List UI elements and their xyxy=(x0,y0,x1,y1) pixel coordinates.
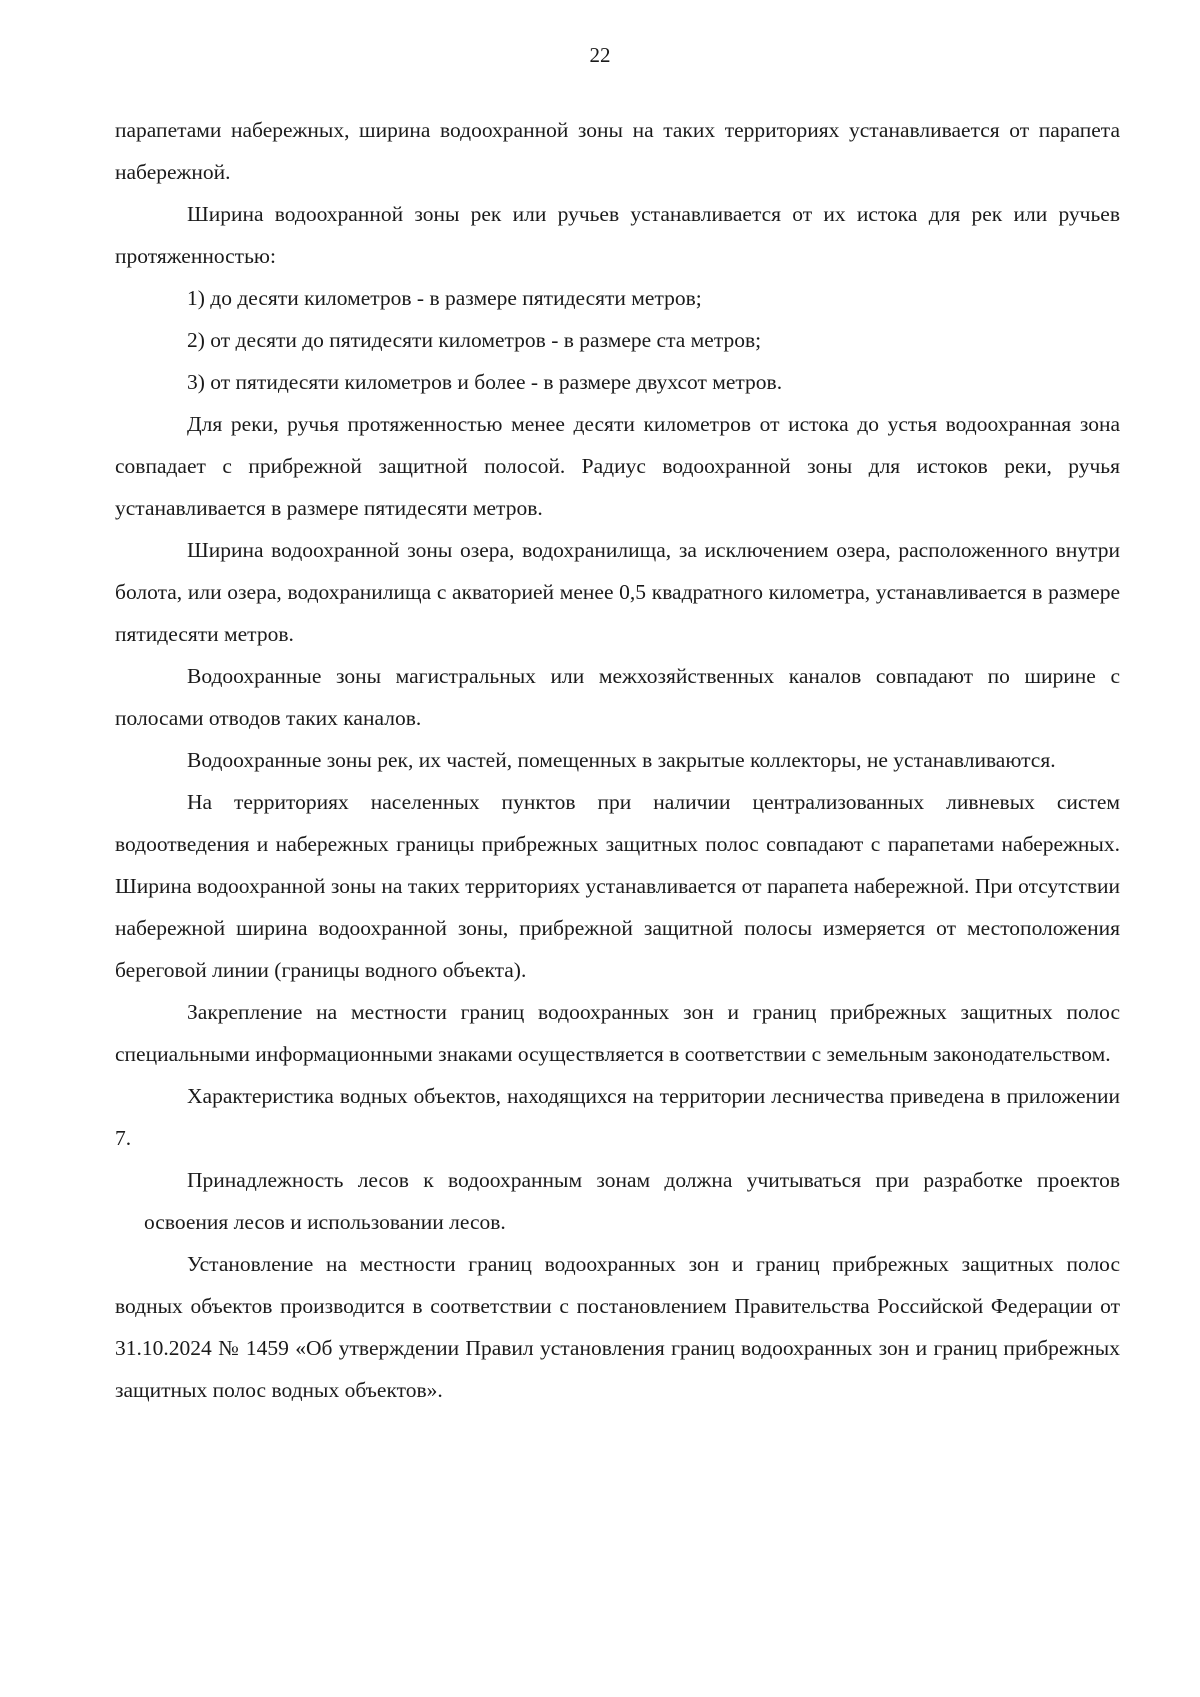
paragraph-regulation: Установление на местности границ водоохранных зон и границ прибрежных защитных полос водных объектов производится в соответствии с постановлением Правительства Российской Федерации от 31.10.2024 № 1459 «Об утверждении Правил установления границ водоохранных зон и границ прибрежных защитных полос водных объектов». xyxy=(115,1252,1120,1402)
paragraph-forest-projects: Принадлежность лесов к водоохранным зонам должна учитываться при разработке проектов освоения лесов и использовании лесов. xyxy=(144,1168,1120,1234)
paragraph-short-river: Для реки, ручья протяженностью менее десяти километров от истока до устья водоохранная зона совпадает с прибрежной защитной полосой. Радиус водоохранной зоны для истоков реки, ручья устанавливается в размере пятидесяти метров. xyxy=(115,412,1120,520)
paragraph-lake-width: Ширина водоохранной зоны озера, водохранилища, за исключением озера, расположенного внутри болота, или озера, водохранилища с акваторией менее 0,5 квадратного километра, устанавливается в размере пятидесяти метров. xyxy=(115,538,1120,646)
paragraph-appendix-ref: Характеристика водных объектов, находящихся на территории лесничества приведена в приложении 7. xyxy=(115,1084,1120,1150)
paragraph-continuation: парапетами набережных, ширина водоохранной зоны на таких территориях устанавливается от парапета набережной. xyxy=(115,118,1120,184)
paragraph-canals: Водоохранные зоны магистральных или межхозяйственных каналов совпадают по ширине с полосами отводов таких каналов. xyxy=(115,664,1120,730)
paragraph-river-width: Ширина водоохранной зоны рек или ручьев устанавливается от их истока для рек или ручьев протяженностью: xyxy=(115,202,1120,268)
paragraph-signs: Закрепление на местности границ водоохранных зон и границ прибрежных защитных полос специальными информационными знаками осуществляется в соответствии с земельным законодательством. xyxy=(115,1000,1120,1066)
paragraph-settlements: На территориях населенных пунктов при наличии централизованных ливневых систем водоотведения и набережных границы прибрежных защитных полос совпадают с парапетами набережных. Ширина водоохранной зоны на таких территориях устанавливается от парапета набережной. При отсутствии набережной ширина водоохранной зоны, прибрежной защитной полосы измеряется от местоположения береговой линии (границы водного объекта). xyxy=(115,790,1120,982)
list-item-3: 3) от пятидесяти километров и более - в размере двухсот метров. xyxy=(187,370,783,394)
document-body xyxy=(115,109,1120,1411)
paragraph-collectors: Водоохранные зоны рек, их частей, помещенных в закрытые коллекторы, не устанавливаются. xyxy=(187,748,1056,772)
list-item-2: 2) от десяти до пятидесяти километров - в размере ста метров; xyxy=(187,328,762,352)
list-item-1: 1) до десяти километров - в размере пятидесяти метров; xyxy=(187,286,702,310)
page-number: 22 xyxy=(589,43,611,67)
